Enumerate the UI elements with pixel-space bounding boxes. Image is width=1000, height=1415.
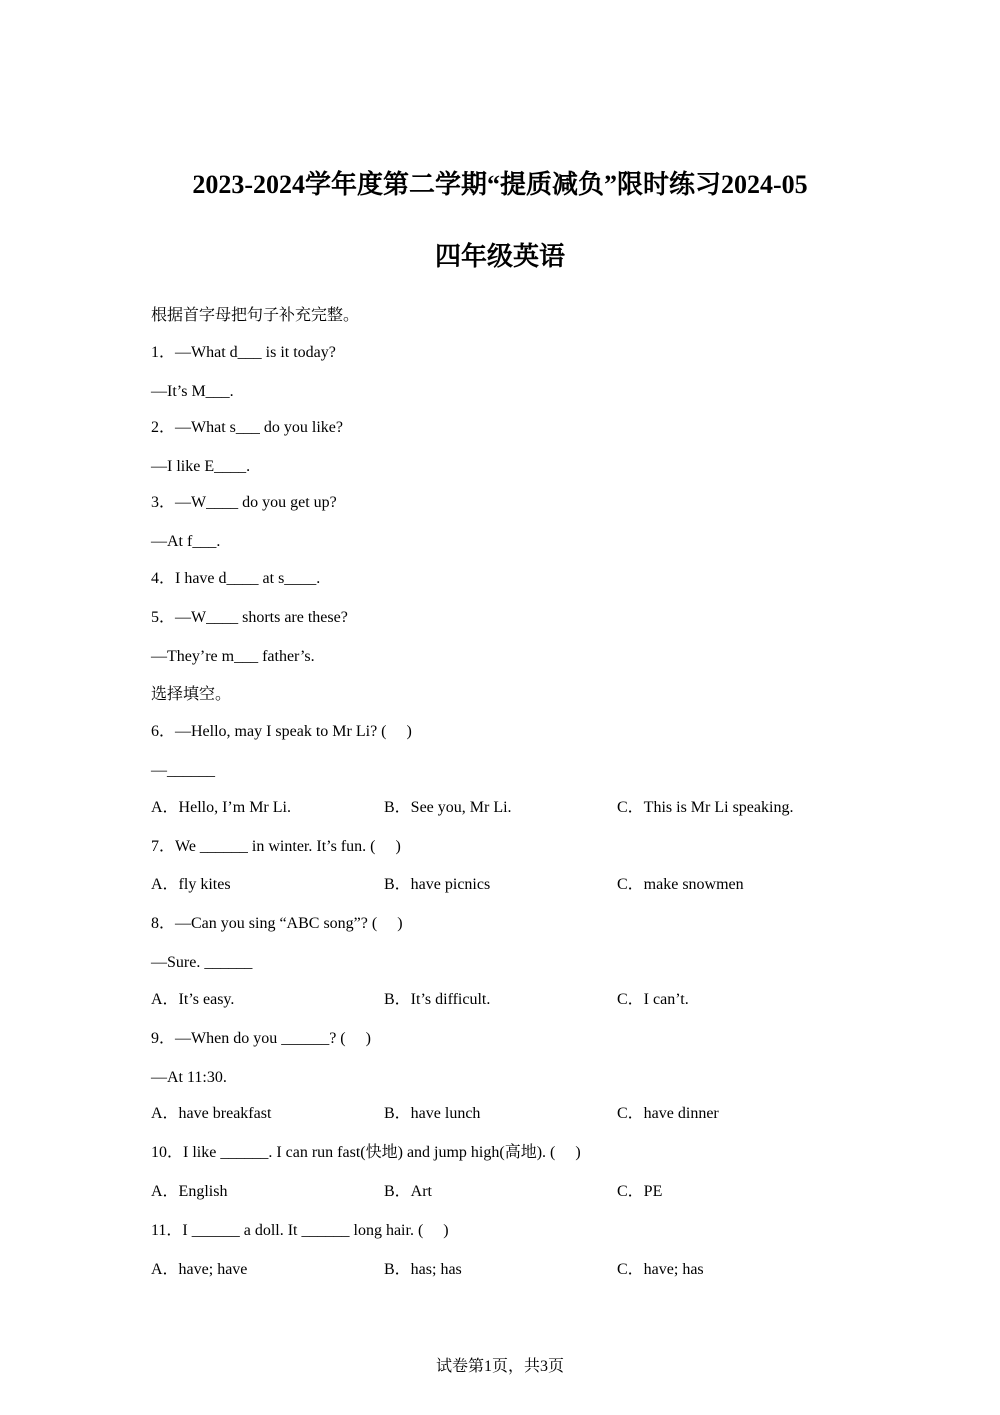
question-7: 7．We ______ in winter. It’s fun. ( ) [151, 838, 401, 855]
option-b: B．have lunch [384, 1105, 481, 1122]
question-2-line-2: —I like E____. [151, 458, 251, 475]
section-heading-fill-in: 根据首字母把句子补充完整。 [151, 305, 360, 324]
question-6-line-1: 6．—Hello, may I speak to Mr Li? ( ) [151, 723, 412, 740]
question-5-line-1: 5．—W____ shorts are these? [151, 609, 348, 626]
question-3-line-1: 3．—W____ do you get up? [151, 494, 337, 511]
question-11: 11．I ______ a doll. It ______ long hair. ( ) [151, 1222, 449, 1239]
title-line-2: 四年级英语 [434, 242, 565, 271]
question-10: 10．I like ______. I can run fast(快地) and jump high(高地). ( ) [151, 1144, 581, 1161]
question-1-line-1: 1．—What d___ is it today? [151, 344, 336, 361]
option-c: C．have; has [617, 1261, 704, 1278]
section-heading-choice: 选择填空。 [151, 684, 232, 703]
question-1-line-2: —It’s M___. [151, 383, 234, 400]
question-9-line-2: —At 11:30. [151, 1069, 227, 1086]
option-b: B．has; has [384, 1261, 462, 1278]
option-a: A．have breakfast [151, 1105, 272, 1122]
question-8-line-2: —Sure. ______ [151, 954, 253, 971]
option-a: A．fly kites [151, 876, 231, 893]
option-a: A．It’s easy. [151, 991, 235, 1008]
option-b: B．have picnics [384, 876, 491, 893]
option-b: B．It’s difficult. [384, 991, 491, 1008]
question-9-line-1: 9．—When do you ______? ( ) [151, 1030, 371, 1047]
question-5-line-2: —They’re m___ father’s. [151, 648, 315, 665]
question-4: 4．I have d____ at s____. [151, 570, 321, 587]
question-8-line-1: 8．—Can you sing “ABC song”? ( ) [151, 915, 403, 932]
option-c: C．I can’t. [617, 991, 689, 1008]
option-a: A．have; have [151, 1261, 248, 1278]
option-c: C．make snowmen [617, 876, 744, 893]
option-b: B．See you, Mr Li. [384, 799, 512, 816]
option-c: C．have dinner [617, 1105, 719, 1122]
question-3-line-2: —At f___. [151, 533, 221, 550]
option-a: A．Hello, I’m Mr Li. [151, 799, 291, 816]
page-footer: 试卷第1页，共3页 [435, 1358, 564, 1375]
option-b: B．Art [384, 1183, 433, 1200]
question-6-line-2: —______ [151, 762, 215, 779]
title-line-1: 2023-2024学年度第二学期“提质减负”限时练习2024-05 [192, 170, 808, 199]
option-c: C．This is Mr Li speaking. [617, 799, 794, 816]
option-c: C．PE [617, 1183, 663, 1200]
option-a: A．English [151, 1183, 228, 1200]
question-2-line-1: 2．—What s___ do you like? [151, 419, 343, 436]
